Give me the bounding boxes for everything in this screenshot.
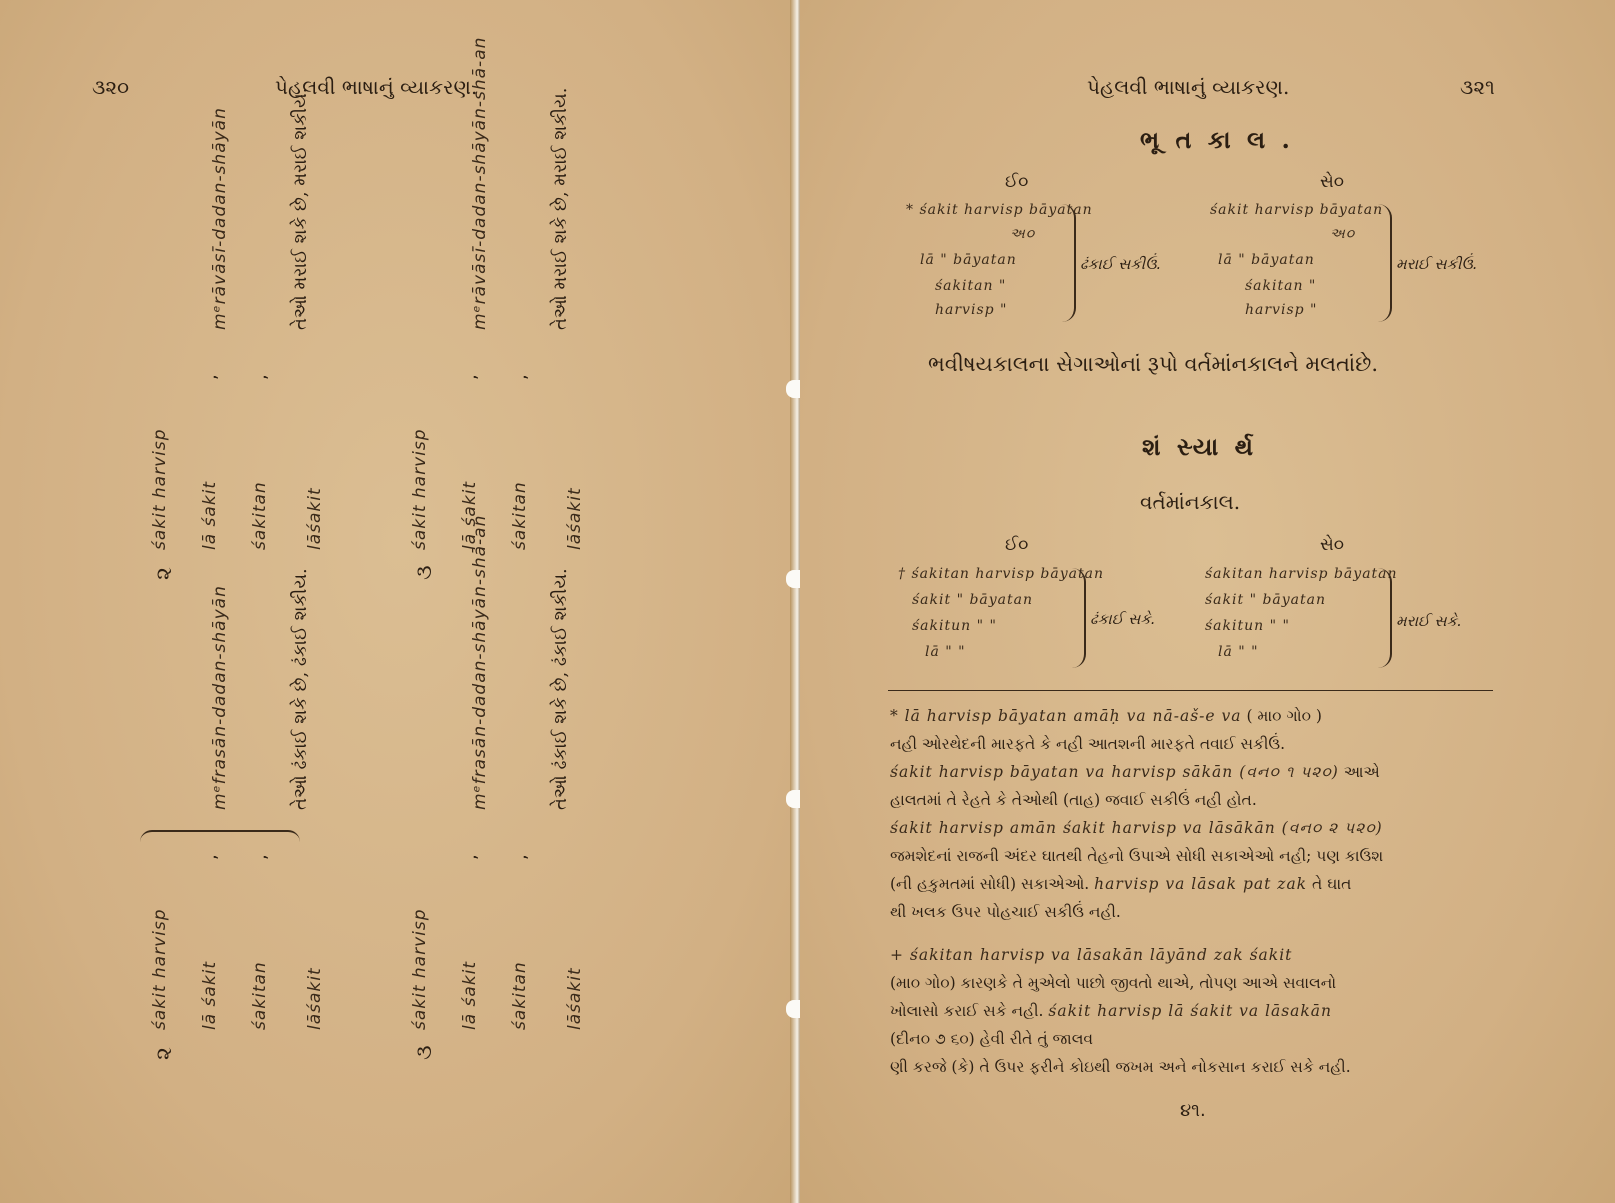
transliteration: mᵉrāvāsī-dadan-shāyān-shā-an (470, 36, 490, 330)
grouping-brace (1378, 568, 1392, 668)
pahlavi-form: śakit harvisp (410, 428, 430, 550)
footnote-line: (દીન૦ ૭ ૬૦) હેવી રીતે તું જાલવ (890, 1030, 1094, 1048)
footnote-line: (મા૦ ગો૦) કારણકે તે મુએલો પાછો જીવતો થાએ, તોપણ આએ સવાલનો (890, 974, 1337, 992)
grouping-brace (140, 830, 300, 842)
ditto-mark: , (510, 854, 531, 860)
potential-title: શં સ્યા ર્થ (1142, 432, 1258, 461)
page-number-right: ૩૨૧ (1460, 75, 1495, 99)
block-meaning: તેઓ ઢંકાઈ શકે છે, ઢંકાઈ શકીય. (550, 568, 571, 810)
pahlavi-present-row: śakitun " " (912, 618, 997, 634)
block-number: ૩ (412, 1045, 437, 1060)
pahlavi-past-row: અ૦ (1330, 226, 1356, 242)
footnote-line: śakit harvisp bāyatan va harvisp sākān (વન૦ ૧ પ૨૦) આએ (890, 763, 1380, 781)
ditto-mark: , (510, 374, 531, 380)
pahlavi-present-row: śakit " bāyatan (912, 592, 1034, 608)
present-tense-title: વર્તમાંનકાલ. (1140, 490, 1241, 514)
footnote-line: śakit harvisp amān śakit harvisp va lāsākān (વન૦ ૨ પ૨૦) (890, 819, 1383, 837)
pahlavi-form: śakitan (250, 961, 270, 1030)
block-meaning: તેઓ મરાઈ શકે છે, મરાઈ શકીય. (550, 87, 571, 330)
pahlavi-past-row: śakit harvisp bāyatan (1210, 202, 1384, 218)
block-meaning: તેઓ ઢંકાઈ શકે છે, ઢંકાઈ શકીય. (290, 568, 311, 810)
footnote-line: નહી ઓરથેદની મારફતે કે નહી આતશની મારફતે તવાઈ સકીઉં. (890, 735, 1286, 753)
block-meaning: તેઓ મરાઈ શકે છે, મરાઈ શકીય. (290, 87, 311, 330)
block-number: ૨ (152, 567, 177, 580)
pahlavi-past-row: lā " bāyatan (920, 252, 1017, 268)
pahlavi-form: śakitan (510, 961, 530, 1030)
pahlavi-form: śakitan (510, 481, 530, 550)
future-note: ભવીષયકાલના સેગાઓનાં રૂપો વર્તમાંનકાલને મલતાંછે. (928, 352, 1378, 376)
pahlavi-present-row: śakitan harvisp bāyatan (1205, 566, 1398, 582)
present-meaning-so: મરાઈ સકે. (1396, 612, 1462, 630)
pahlavi-form: lāśakit (305, 967, 325, 1030)
ditto-mark: , (200, 374, 221, 380)
pahlavi-past-row: śakitan " (1245, 278, 1317, 294)
past-meaning-so: મરાઈ સકીઉં. (1396, 255, 1478, 273)
footnote-line: ખોલાસો કરાઈ સકે નહી. śakit harvisp lā śakit va lāsakān (890, 1002, 1333, 1020)
footnote-line: (ની હકુમતમાં સોધી) સકાએઓ. harvisp va lāsak pat zak તે ઘાત (890, 875, 1352, 893)
transliteration: mᵉfrasān-dadan-shāyān (210, 585, 230, 810)
ditto-mark: , (460, 374, 481, 380)
ditto-mark: , (250, 374, 271, 380)
pahlavi-form: śakit harvisp (150, 428, 170, 550)
grouping-brace (1072, 568, 1086, 668)
pahlavi-past-row: harvisp " (935, 302, 1008, 318)
transliteration: mᵉfrasān-dadan-shāyān-shā-an (470, 514, 490, 810)
pahlavi-past-row: śakitan " (935, 278, 1007, 294)
pahlavi-present-row: śakit " bāyatan (1205, 592, 1327, 608)
block-number: ૩ (412, 565, 437, 580)
footnote-line: ણી કરજે (કે) તે ઉપર ફરીને કોઇથી જખમ અને નોકસાન કરાઈ સકે નહી. (890, 1058, 1351, 1076)
past-tense-title: ભૂ ત કા લ . (1140, 125, 1294, 154)
col-header-so: સે૦ (1320, 535, 1345, 555)
footnote-rule (888, 690, 1493, 691)
col-header-ex: ઈ૦ (1005, 535, 1029, 555)
pahlavi-form: lāśakit (305, 487, 325, 550)
pahlavi-form: lā śakit (460, 960, 480, 1030)
pahlavi-form: śakitan (250, 481, 270, 550)
pahlavi-present-row: † śakitan harvisp bāyatan (898, 566, 1104, 582)
footnote-line: + śakitan harvisp va lāsakān lāyānd zak śakit (890, 946, 1293, 964)
pahlavi-present-row: śakitun " " (1205, 618, 1290, 634)
footnote-line: થી ખલક ઉપર પોહચાઈ સકીઉં નહી. (890, 903, 1121, 921)
pahlavi-past-row: lā " bāyatan (1218, 252, 1315, 268)
footnote-line: * lā harvisp bāyatan amāḥ va nā-aš-e va ( મા૦ ગો૦ ) (890, 707, 1322, 725)
col-header-so: સે૦ (1320, 172, 1345, 192)
footnote-line: જમશેદનાં રાજની અંદર ઘાતથી તેહનો ઉપાએ સોધી સકાએઓ નહી; પણ કાઉશ (890, 847, 1384, 865)
pahlavi-form: lā śakit (200, 960, 220, 1030)
pahlavi-past-row: અ૦ (1010, 226, 1036, 242)
running-header-left: પેહલવી ભાષાનું વ્યાકરણ. (275, 75, 478, 99)
transliteration: mᵉrāvāsī-dadan-shāyān (210, 107, 230, 330)
pahlavi-form: lāśakit (565, 967, 585, 1030)
block-number: ૨ (152, 1047, 177, 1060)
signature-mark: ૪૧. (1180, 1100, 1206, 1121)
present-meaning-ex: ઢંકાઈ સકે. (1090, 610, 1156, 628)
pahlavi-past-row: * śakit harvisp bāyatan (906, 202, 1093, 218)
left-page (0, 0, 800, 1203)
col-header-ex: ઈ૦ (1005, 172, 1029, 192)
pahlavi-present-row: lā " " (925, 644, 966, 660)
grouping-brace (1378, 204, 1392, 322)
ditto-mark: , (460, 854, 481, 860)
pahlavi-past-row: harvisp " (1245, 302, 1318, 318)
pahlavi-present-row: lā " " (1218, 644, 1259, 660)
pahlavi-form: lā śakit (200, 480, 220, 550)
running-header-right: પેહલવી ભાષાનું વ્યાકરણ. (1087, 75, 1290, 99)
footnote-line: હાલતમાં તે રેહતે કે તેઓથી (તાહ) જવાઈ સકીઉં નહી હોત. (890, 791, 1257, 809)
pahlavi-form: śakit harvisp (410, 908, 430, 1030)
ditto-mark: , (200, 854, 221, 860)
pahlavi-form: lā śakit (460, 480, 480, 550)
ditto-mark: , (250, 854, 271, 860)
pahlavi-form: śakit harvisp (150, 908, 170, 1030)
past-meaning-ex: ઢંકાઈ સકીઉં. (1080, 255, 1162, 273)
grouping-brace (1062, 204, 1076, 322)
page-number-left: ૩૨૦ (92, 75, 130, 99)
pahlavi-form: lāśakit (565, 487, 585, 550)
